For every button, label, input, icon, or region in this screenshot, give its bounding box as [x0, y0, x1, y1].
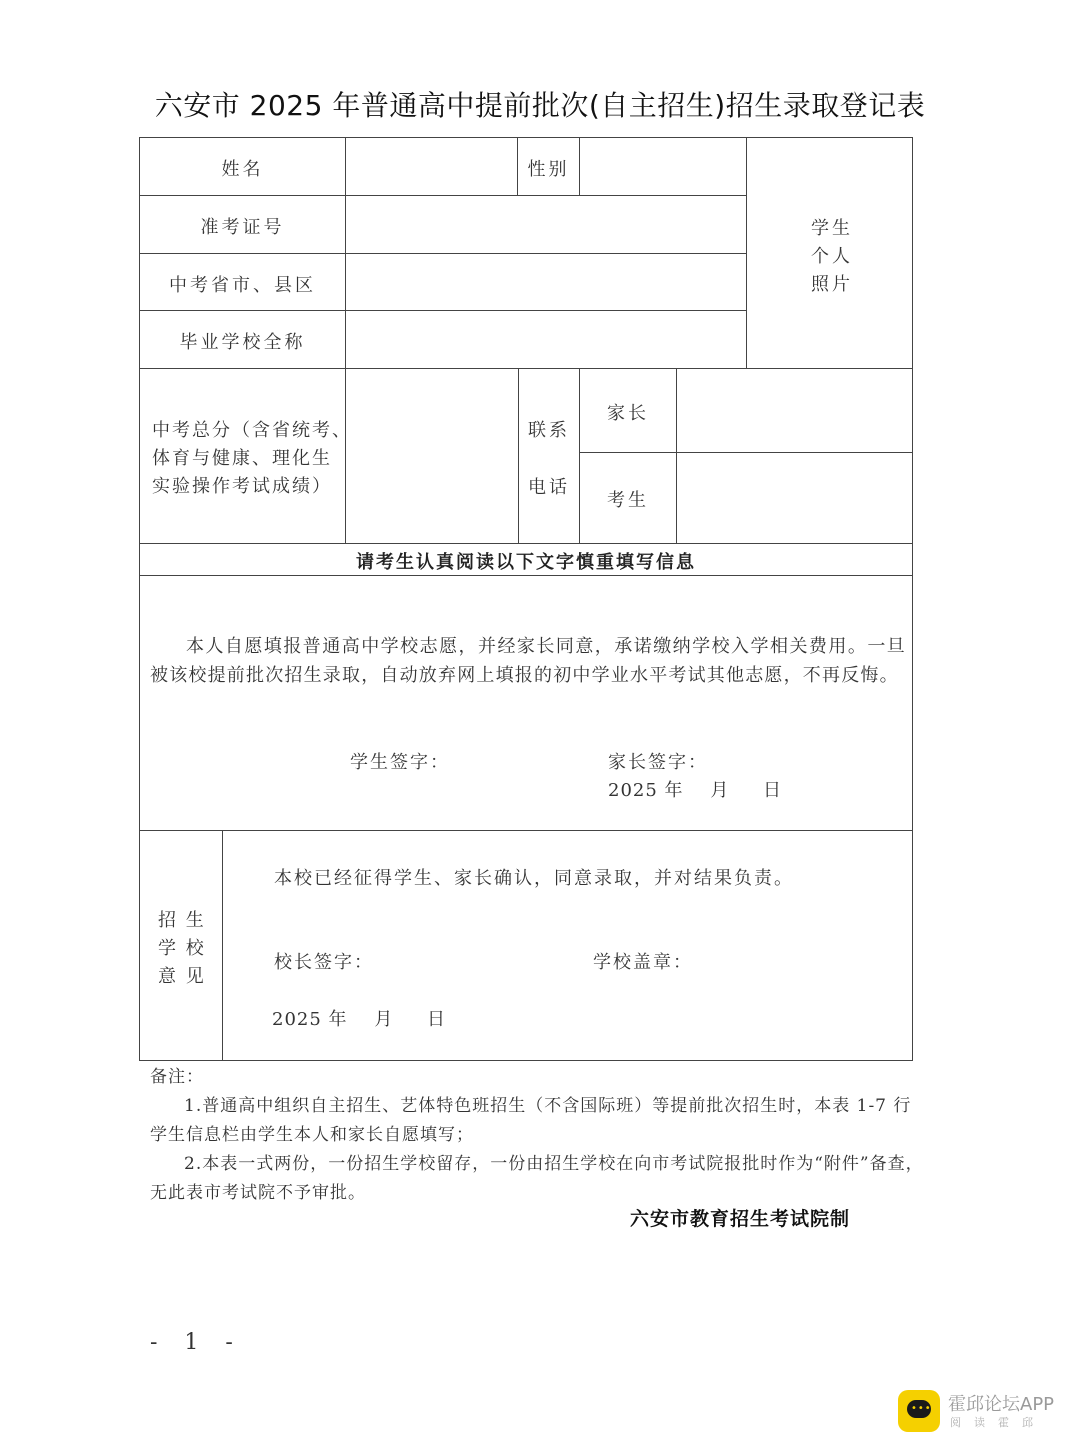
chat-bubble-icon: ••• [898, 1390, 940, 1432]
watermark-subtitle: 阅读霍邱 [950, 1416, 1046, 1429]
notes-item-2: 2.本表一式两份，一份招生学校留存，一份由招生学校在向市考试院报批时作为“附件”备查，无此表市考试院不予审批。 [150, 1154, 924, 1203]
notes-heading: 备注： [150, 1067, 204, 1087]
score-label-line1: 中考总分（含省统考、 [152, 420, 352, 441]
commitment-text: 本人自愿填报普通高中学校志愿，并经家长同意，承诺缴纳学校入学相关费用。一旦被该校提前批次招生录取，自动放弃网上填报的初中学业水平考试其他志愿，不再反悔。 [150, 636, 906, 686]
name-label: 姓名 [221, 159, 264, 180]
student-signature-label: 学生签字： [350, 752, 450, 773]
student-phone-label: 考生 [607, 490, 649, 511]
page-title: 六安市 2025 年普通高中提前批次(自主招生)招生录取登记表 [154, 89, 926, 122]
photo-label-line1: 学生 [811, 218, 853, 239]
school-opinion-line1: 招 生 [158, 910, 206, 931]
watermark [898, 1390, 1068, 1434]
parent-date: 2025 年 月 日 [608, 780, 783, 801]
contact-label-line1: 联系 [528, 420, 570, 441]
principal-signature-label: 校长签字： [274, 952, 374, 973]
parent-phone-label: 家长 [607, 403, 649, 424]
page-number: - 1 - [150, 1330, 243, 1355]
gender-label: 性别 [527, 159, 570, 180]
school-opinion-line2: 学 校 [158, 938, 206, 959]
exam-id-label: 准考证号 [200, 217, 285, 238]
photo-label-line3: 照片 [811, 274, 853, 295]
watermark-title: 霍邱论坛APP [948, 1394, 1055, 1415]
score-label-line2: 体育与健康、理化生 [152, 448, 332, 469]
school-opinion-line3: 意 见 [158, 966, 206, 987]
region-label: 中考省市、县区 [169, 275, 316, 296]
notice-heading: 请考生认真阅读以下文字慎重填写信息 [356, 552, 696, 573]
school-confirm-text: 本校已经征得学生、家长确认，同意录取，并对结果负责。 [274, 868, 794, 889]
score-label-line3: 实验操作考试成绩） [152, 476, 332, 497]
issuer: 六安市教育招生考试院制 [630, 1208, 851, 1230]
school-label: 毕业学校全称 [179, 332, 306, 353]
school-seal-label: 学校盖章： [593, 952, 693, 973]
parent-signature-label: 家长签字： [608, 752, 708, 773]
photo-label-line2: 个人 [811, 246, 853, 267]
notes-section [150, 1063, 926, 1208]
contact-label-line2: 电话 [528, 477, 570, 498]
notes-item-1: 1.普通高中组织自主招生、艺体特色班招生（不含国际班）等提前批次招生时，本表 1-7 行学生信息栏由学生本人和家长自愿填写； [150, 1096, 912, 1145]
school-date: 2025 年 月 日 [272, 1009, 447, 1030]
